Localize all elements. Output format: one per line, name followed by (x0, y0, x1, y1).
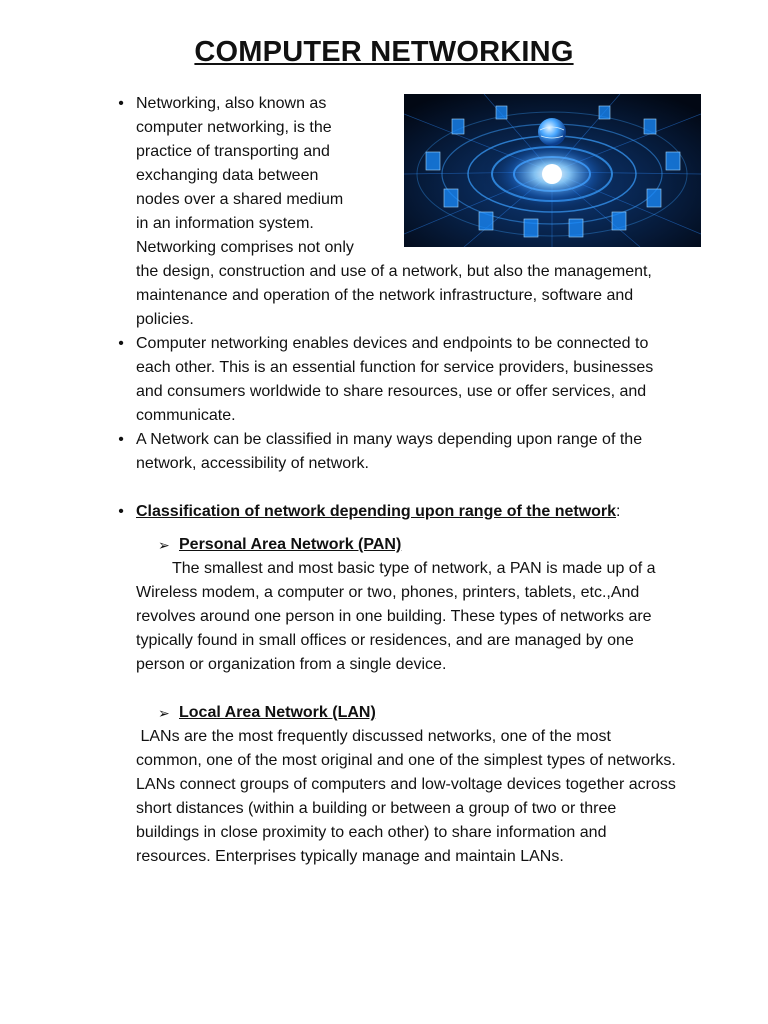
classification-heading-colon: : (616, 503, 621, 520)
intro-paragraph-2: Computer networking enables devices and endpoints to be connected to each other. This is an essential function for service providers, businesses and consumers worldwide to share resources, use or offer services, and communicate. (136, 335, 654, 424)
pan-title: Personal Area Network (PAN) (179, 536, 402, 553)
pan-heading (136, 533, 681, 557)
network-globe-figure (404, 94, 701, 247)
bullet-icon: • (118, 335, 124, 352)
lan-body: LANs are the most frequently discussed networks, one of the most common, one of the most original and one of the simplest types of networks. LANs connect groups of computers and low-voltage devices together across short distances (within a building or between a group of two or three buildings in close proximity to each other) to share information and resources. Enterprises typically manage and maintain LANs. (136, 728, 681, 865)
bullet-icon: • (118, 503, 124, 520)
classification-bullet (118, 500, 681, 524)
intro-bullet-2 (118, 332, 681, 428)
bullet-icon: • (118, 431, 124, 448)
intro-bullet-1 (118, 92, 681, 332)
pan-body: The smallest and most basic type of network, a PAN is made up of a Wireless modem, a computer or two, phones, printers, tablets, etc.,And revolves around one person in one building. These types of networks are typically found in small offices or residences, and are managed by one person or organization from a single device. (136, 560, 656, 673)
arrow-bullet-icon: ➢ (158, 537, 170, 553)
intro-paragraph-1: Networking, also known as computer networking, is the practice of transporting and exchanging data between nodes over a shared medium in an information system. Networking comprises not only the design, construction and use of a network, but also the management, maintenance and operation of the network infrastructure, software and policies. (136, 95, 652, 328)
document-body (118, 92, 681, 869)
network-globe-icon (404, 94, 701, 247)
arrow-bullet-icon: ➢ (158, 705, 170, 721)
classification-heading: Classification of network depending upon range of the network (136, 503, 617, 520)
lan-title: Local Area Network (LAN) (179, 704, 376, 721)
intro-bullet-3 (118, 428, 681, 476)
bullet-icon: • (118, 95, 124, 112)
lan-heading (136, 701, 681, 725)
intro-paragraph-3: A Network can be classified in many ways depending upon range of the network, accessibility of network. (136, 431, 643, 472)
document-title: COMPUTER NETWORKING (194, 36, 574, 68)
